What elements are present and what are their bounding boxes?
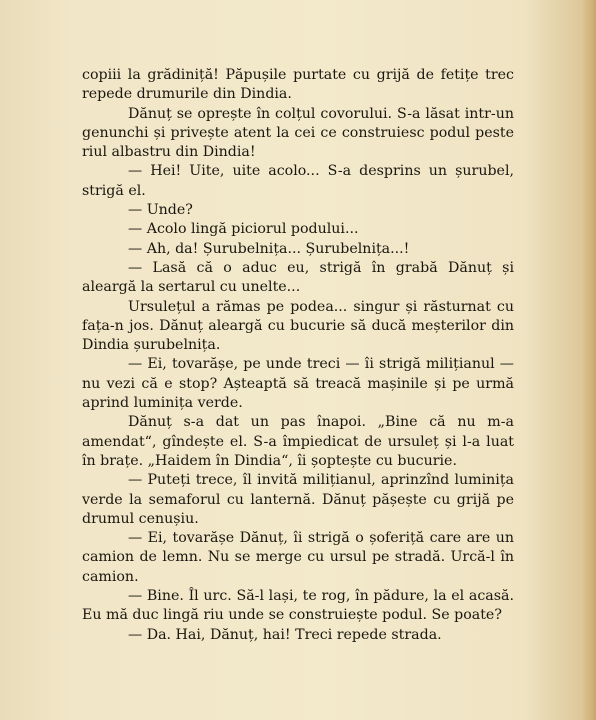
paragraph-6: — Ah, da! Șurubelnița... Șurubelnița...! bbox=[128, 240, 410, 257]
paragraph-9: — Ei, tovarășe, pe unde treci — îi strigă milițianul — nu vezi că e stop? Așteaptă să treacă mașinile și pe urmă aprind luminița verde. bbox=[82, 356, 514, 412]
paragraph-2: Dănuț se oprește în colțul covorului. S-a lăsat intr-un genunchi și privește atent la cei ce construiesc podul peste riul albastru din Dindia! bbox=[82, 105, 514, 161]
paragraph-5: — Acolo lingă piciorul podului... bbox=[128, 221, 359, 238]
page-edge-shadow bbox=[582, 0, 596, 720]
paragraph-3: — Hei! Uite, uite acolo... S-a desprins un șurubel, strigă el. bbox=[82, 163, 514, 199]
paragraph-1: copiii la grădiniță! Păpușile purtate cu grijă de fetițe trec repede drumurile din Dindia. bbox=[82, 67, 514, 103]
paragraph-12: — Ei, tovarășe Dănuț, îi strigă o șoferiță care are un camion de lemn. Nu se merge cu ursul pe stradă. Urcă-l în camion. bbox=[82, 530, 514, 585]
paragraph-4: — Unde? bbox=[128, 202, 193, 219]
page-text bbox=[82, 66, 514, 645]
paragraph-8: Ursulețul a rămas pe podea... singur și răsturnat cu fața-n jos. Dănuț aleargă cu bucurie să ducă meșterilor din Dindia șurubelnița. bbox=[82, 298, 514, 354]
paragraph-14: — Da. Hai, Dănuț, hai! Treci repede strada. bbox=[128, 626, 442, 643]
paragraph-11: — Puteți trece, îl invită milițianul, aprinzînd luminița verde la semaforul cu lanternă. Dănuț pășește cu grijă pe drumul cenușiu. bbox=[82, 472, 514, 527]
paragraph-7: — Lasă că o aduc eu, strigă în grabă Dănuț și aleargă la sertarul cu unelte... bbox=[82, 259, 514, 296]
paragraph-13: — Bine. Îl urc. Să-l lași, te rog, în pădure, la el acasă. Eu mă duc lingă riu unde se construiește podul. Se poate? bbox=[82, 588, 514, 624]
paragraph-10: Dănuț s-a dat un pas înapoi. „Bine că nu m-a amendat“, gîndește el. S-a împiedicat de ursuleț și l-a luat în brațe. „Haidem în Dindia“, îi șoptește cu bucurie. bbox=[82, 414, 514, 469]
